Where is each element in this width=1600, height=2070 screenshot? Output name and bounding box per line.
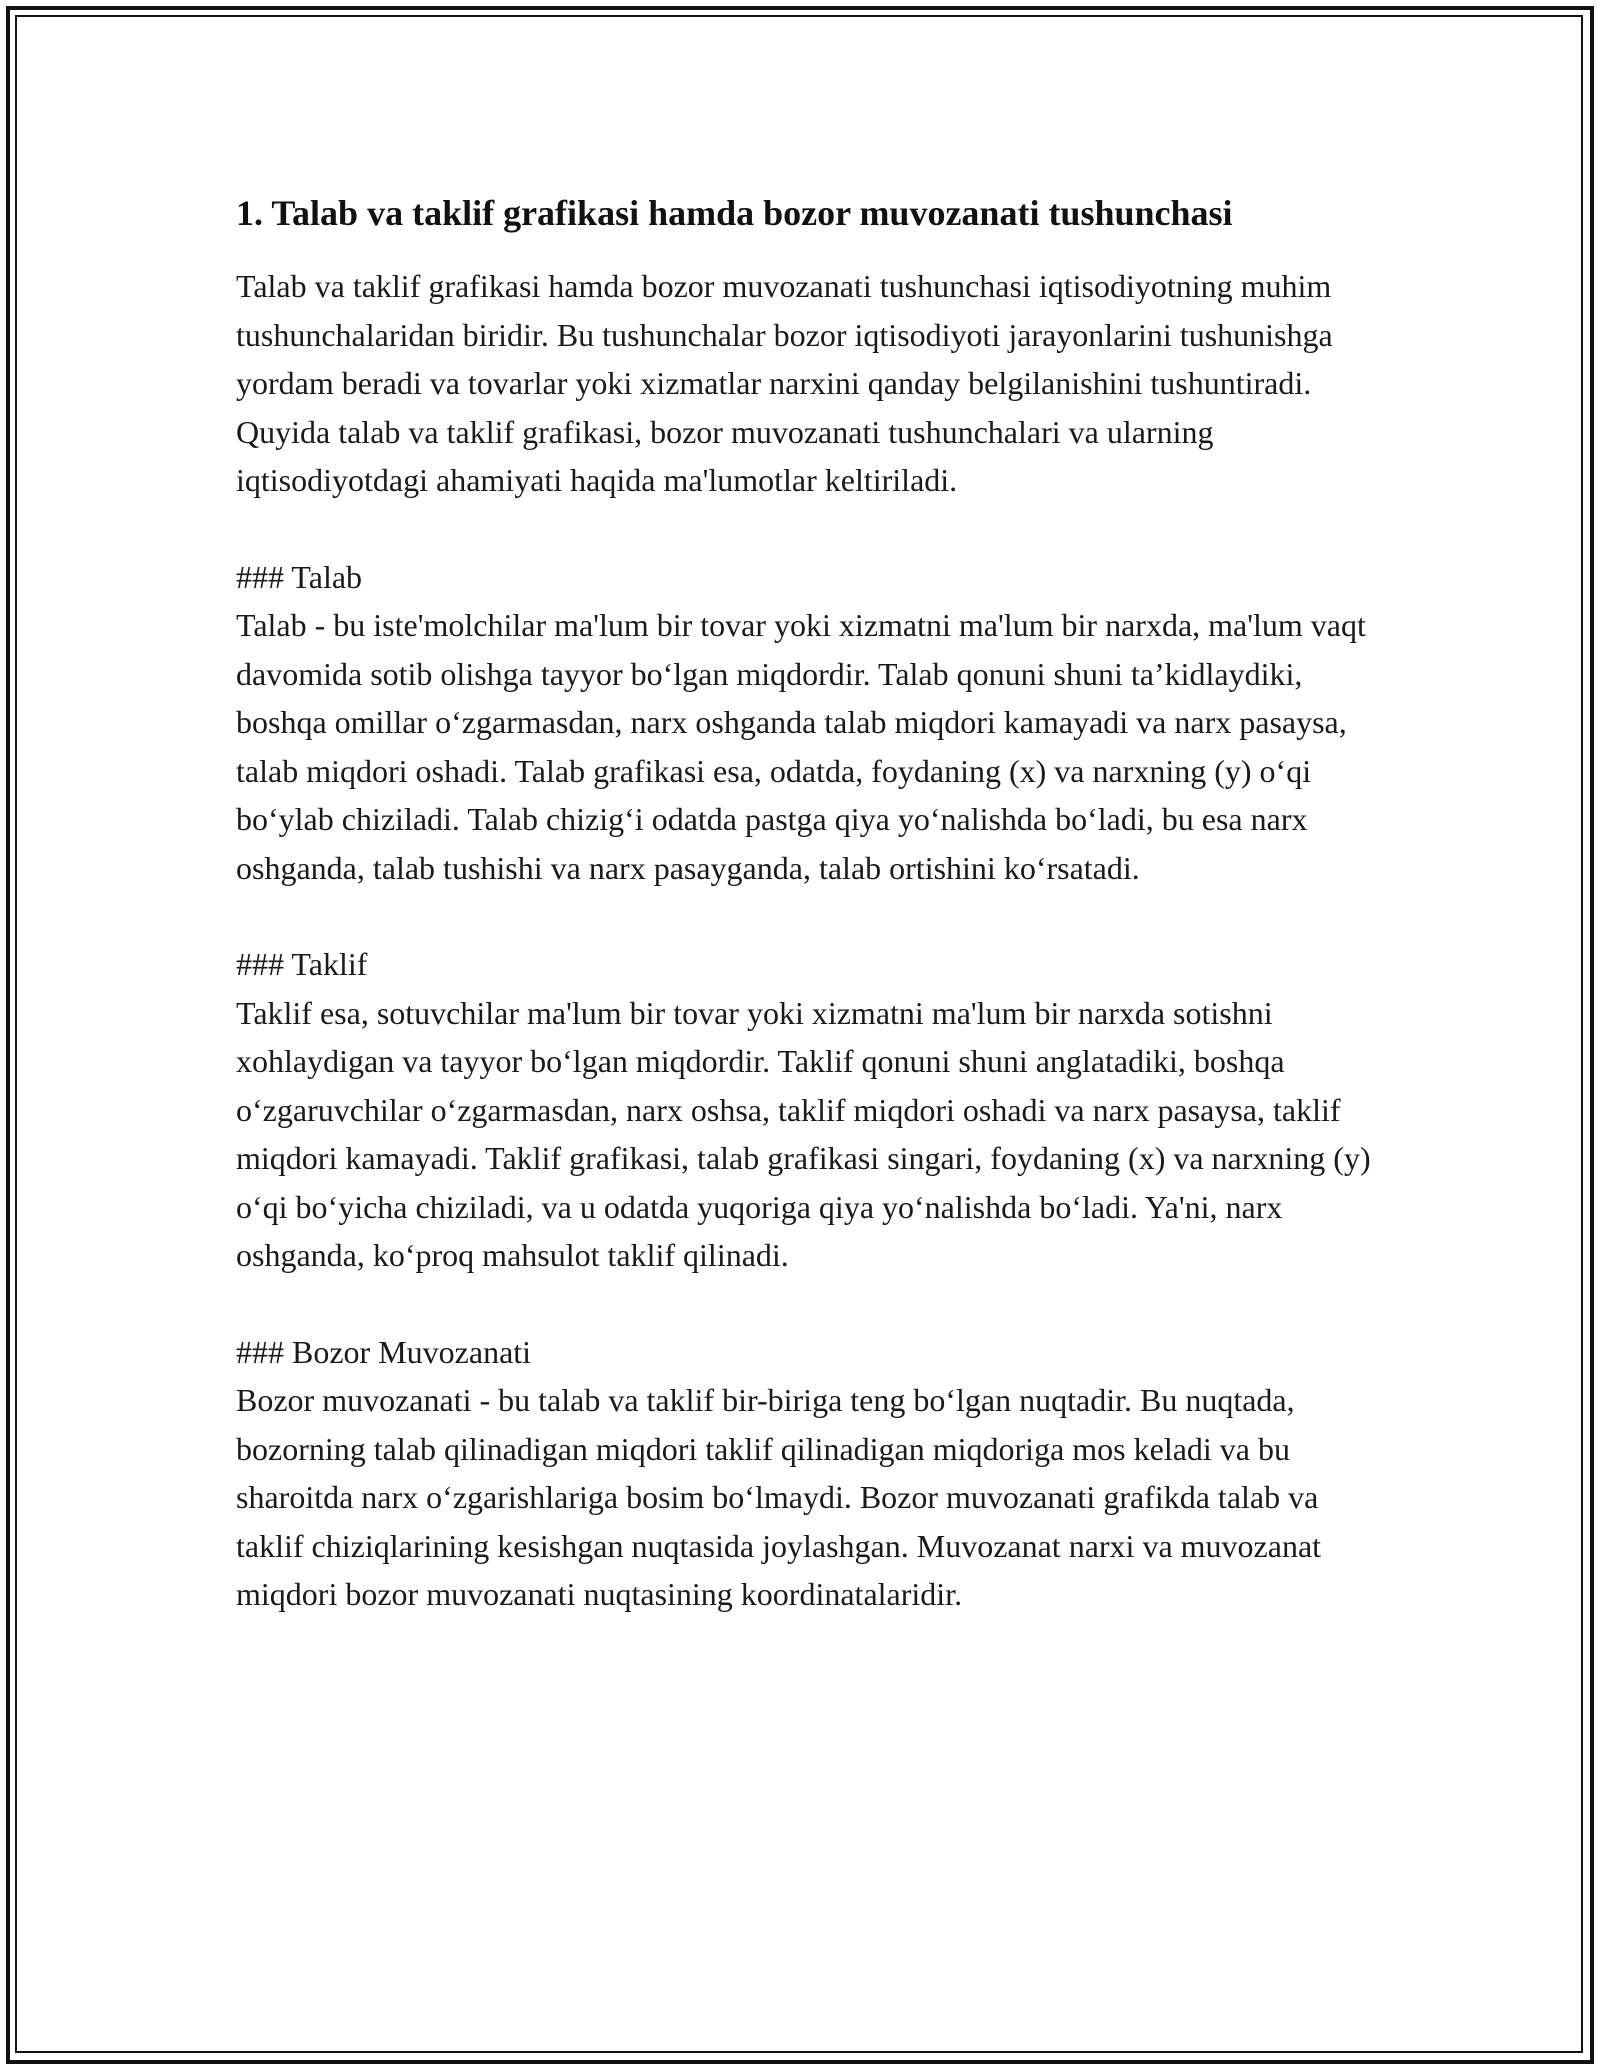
document-title: 1. Talab va taklif grafikasi hamda bozor muvozanati tushunchasi: [236, 193, 1233, 233]
section-heading-taklif: ### Taklif: [236, 946, 368, 982]
document-body: [236, 186, 1376, 1667]
section-body-bozor-muvozanati: Bozor muvozanati - bu talab va taklif bir-biriga teng bo‘lgan nuqtadir. Bu nuqtada, bozorning talab qilinadigan miqdori taklif qilinadigan miqdoriga mos keladi va bu sharoitda narx o‘zgarishlariga bosim bo‘lmaydi. Bozor muvozanati grafikda talab va taklif chiziqlarining kesishgan nuqtasida joylashgan. Muvozanat narxi va muvozanat miqdori bozor muvozanati nuqtasining koordinatalaridir.: [236, 1382, 1322, 1612]
section-body-taklif: Taklif esa, sotuvchilar ma'lum bir tovar yoki xizmatni ma'lum bir narxda sotishni xohlaydigan va tayyor bo‘lgan miqdordir. Taklif qonuni shuni anglatadiki, boshqa o‘zgaruvchilar o‘zgarmasdan, narx oshsa, taklif miqdori oshadi va narx pasaysa, taklif miqdori kamayadi. Taklif grafikasi, talab grafikasi singari, foydaning (x) va narxning (y) o‘qi bo‘yicha chiziladi, va u odatda yuqoriga qiya yo‘nalishda bo‘ladi. Ya'ni, narx oshganda, ko‘proq mahsulot taklif qilinadi.: [236, 994, 1371, 1273]
section-bozor-muvozanati: [236, 1328, 1376, 1619]
section-body-talab: Talab - bu iste'molchilar ma'lum bir tovar yoki xizmatni ma'lum bir narxda, ma'lum vaqt davomida sotib olishga tayyor bo‘lgan miqdordir. Talab qonuni shuni ta’kidlaydiki, boshqa omillar o‘zgarmasdan, narx oshganda talab miqdori kamayadi va narx pasaysa, talab miqdori oshadi. Talab grafikasi esa, odatda, foydaning (x) va narxning (y) o‘qi bo‘ylab chiziladi. Talab chizig‘i odatda pastga qiya yo‘nalishda bo‘ladi, bu esa narx oshganda, talab tushishi va narx pasayganda, talab ortishini ko‘rsatadi.: [236, 607, 1366, 886]
section-heading-talab: ### Talab: [236, 558, 363, 595]
section-taklif: [236, 940, 1376, 1280]
section-heading-bozor-muvozanati: ### Bozor Muvozanati: [236, 1333, 532, 1370]
section-talab: [236, 553, 1376, 893]
intro-section: [236, 262, 1376, 505]
intro-paragraph: Talab va taklif grafikasi hamda bozor muvozanati tushunchasi iqtisodiyotning muhim tushunchalaridan biridir. Bu tushunchalar bozor iqtisodiyoti jarayonlarini tushunishga yordam beradi va tovarlar yoki xizmatlar narxini qanday belgilanishini tushuntiradi. Quyida talab va taklif grafikasi, bozor muvozanati tushunchalari va ularning iqtisodiyotdagi ahamiyati haqida ma'lumotlar keltiriladi.: [236, 268, 1333, 498]
